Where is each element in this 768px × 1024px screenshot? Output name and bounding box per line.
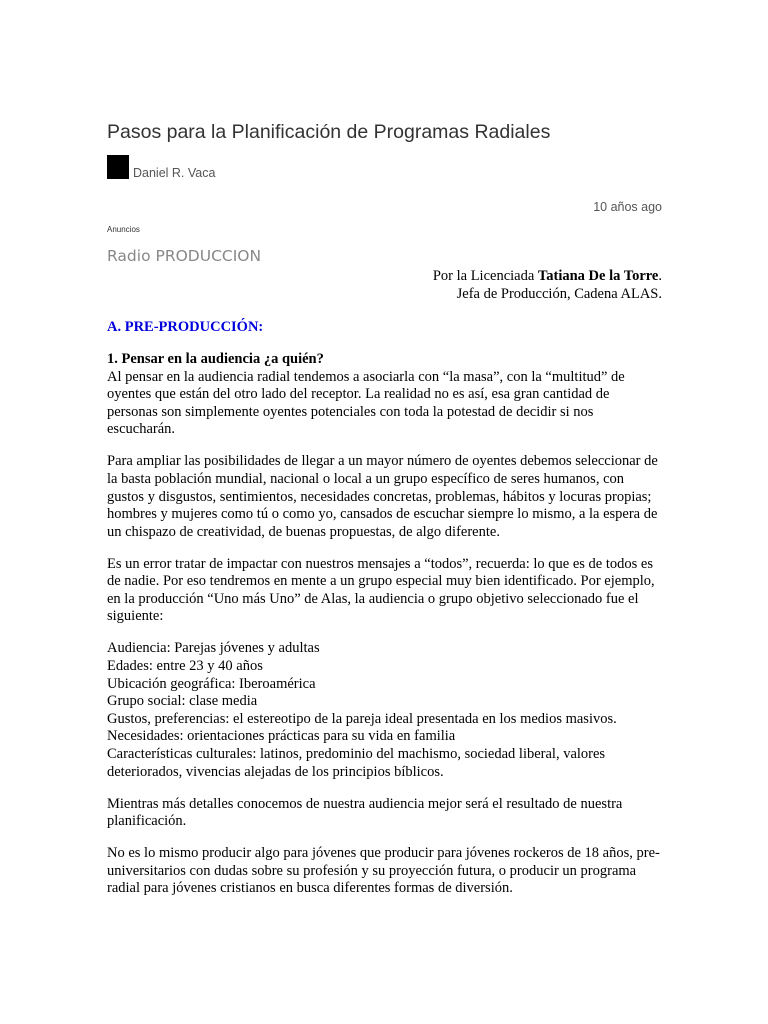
paragraph: Para ampliar las posibilidades de llegar a un mayor número de oyentes debemos seleccionar de la basta población mundial, nacional o local a un grupo específico de seres humanos, con gustos y disgustos, sentimientos, necesidades concretas, problemas, hábitos y locuras propias; hombres y mujeres como tú o como yo, cansados de escuchar siempre lo mismo, a la espera de un chispazo de creatividad, de buenas propuestas, de algo diferente. [107, 453, 658, 540]
audience-list-item: Gustos, preferencias: el estereotipo de la pareja ideal presentada en los medios masivos. [107, 710, 617, 727]
byline-prefix: Por la Licenciada [432, 268, 535, 284]
question-heading: 1. Pensar en la audiencia ¿a quién? [107, 350, 324, 367]
ads-label: Anuncios [107, 225, 140, 234]
paragraph: No es lo mismo producir algo para jóvenes que producir para jóvenes rockeros de 18 años, pre-universitarios con dudas sobre su profesión y su proyección futura, o producir un programa radial para jóvenes cristianos en busca diferentes formas de diversión. [107, 845, 660, 897]
author-avatar[interactable] [107, 155, 129, 179]
byline-author-name: Tatiana De la Torre [537, 268, 659, 284]
section-title: Radio PRODUCCION [107, 247, 262, 265]
audience-list-item: Audiencia: Parejas jóvenes y adultas [107, 640, 320, 657]
paragraph: Al pensar en la audiencia radial tendemos a asociarla con “la masa”, con la “multitud” de oyentes que están del otro lado del receptor. La realidad no es así, esa gran cantidad de personas son simplemente oyentes potenciales con toda la potestad de decidir si nos escucharán. [107, 368, 625, 438]
author-name[interactable]: Daniel R. Vaca [133, 166, 216, 180]
article-body [107, 319, 662, 912]
audience-list-item: Edades: entre 23 y 40 años [107, 658, 263, 675]
paragraph: Es un error tratar de impactar con nuestros mensajes a “todos”, recuerda: lo que es de todos es de nadie. Por eso tendremos en mente a un grupo especial muy bien identificado. Por ejemplo, en la producción “Uno más Uno” de Alas, la audiencia o grupo objetivo seleccionado fue el siguiente: [107, 555, 655, 625]
paragraph: Mientras más detalles conocemos de nuestra audiencia mejor será el resultado de nuestra planificación. [107, 795, 623, 830]
byline-role: Jefa de Producción, Cadena ALAS. [456, 285, 662, 302]
audience-list [107, 640, 662, 781]
audience-list-item: Necesidades: orientaciones prácticas para su vida en familia [107, 728, 456, 745]
audience-list-item: Grupo social: clase media [107, 693, 258, 710]
post-timestamp: 10 años ago [593, 200, 662, 214]
section-heading-preproduccion: A. PRE-PRODUCCIÓN: [107, 319, 264, 335]
audience-list-item: Características culturales: latinos, predominio del machismo, sociedad liberal, valores deteriorados, vivencias alejadas de los principios bíblicos. [107, 746, 606, 780]
byline [433, 268, 662, 303]
audience-list-item: Ubicación geográfica: Iberoamérica [107, 675, 316, 692]
document-title: Pasos para la Planificación de Programas Radiales [107, 121, 551, 143]
byline-suffix: . [658, 268, 662, 284]
